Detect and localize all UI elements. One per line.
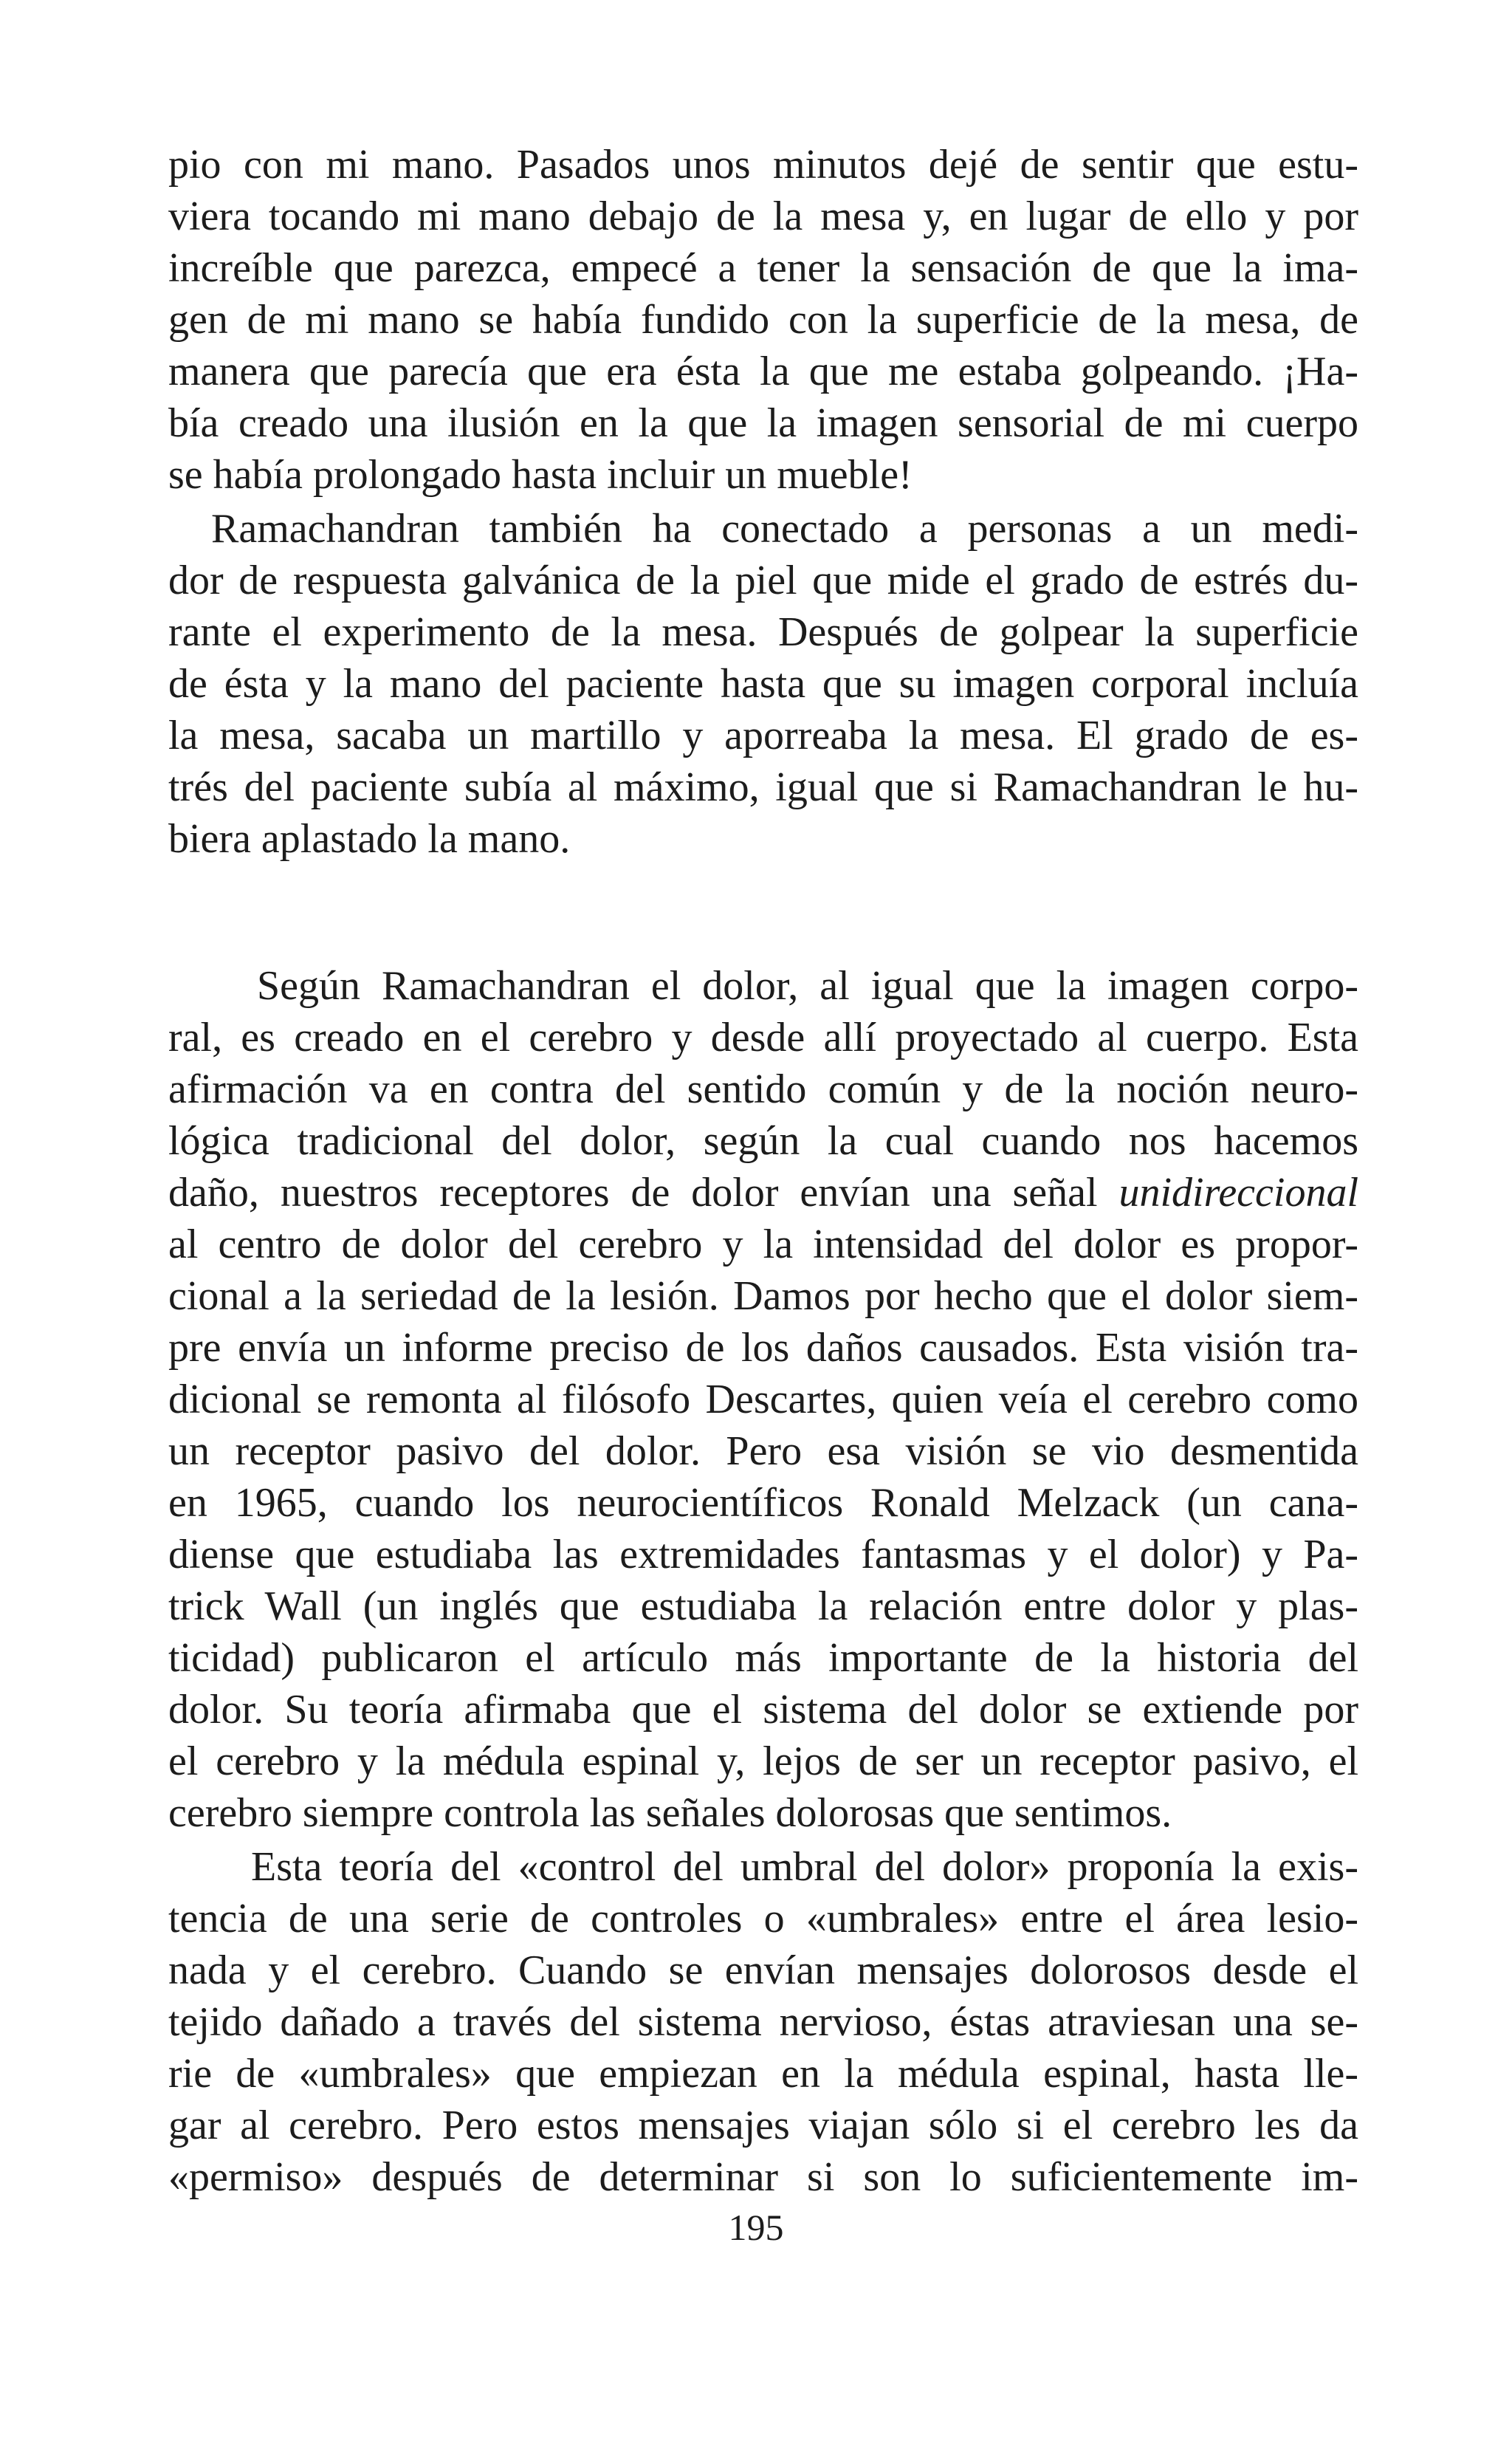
text-line: rante el experimento de la mesa. Después de golpear la superficie xyxy=(168,609,1358,655)
text-line: tejido dañado a través del sistema nervioso, éstas atraviesan una se- xyxy=(168,1999,1358,2045)
text-line: al centro de dolor del cerebro y la intensidad del dolor es propor- xyxy=(168,1221,1358,1267)
text-line: bía creado una ilusión en la que la imagen sensorial de mi cuerpo xyxy=(168,400,1358,446)
text-line: Ramachandran también ha conectado a personas a un medi- xyxy=(211,506,1358,552)
text-line: un receptor pasivo del dolor. Pero esa visión se vio desmentida xyxy=(168,1428,1358,1474)
text-line: rie de «umbrales» que empiezan en la médula espinal, hasta lle- xyxy=(168,2051,1358,2097)
text-line: cional a la seriedad de la lesión. Damos por hecho que el dolor siem- xyxy=(168,1273,1358,1319)
text-line: viera tocando mi mano debajo de la mesa y, en lugar de ello y por xyxy=(168,193,1358,239)
line-text: daño, nuestros receptores de dolor envían una señal xyxy=(168,1170,1119,1216)
text-line: lógica tradicional del dolor, según la cual cuando nos hacemos xyxy=(168,1118,1358,1164)
text-line: Según Ramachandran el dolor, al igual que la imagen corpo- xyxy=(257,963,1358,1009)
text-line: trick Wall (un inglés que estudiaba la relación entre dolor y plas- xyxy=(168,1583,1358,1629)
text-line: pio con mi mano. Pasados unos minutos dejé de sentir que estu- xyxy=(168,142,1358,188)
text-line: dor de respuesta galvánica de la piel que mide el grado de estrés du- xyxy=(168,558,1358,603)
text-line: nada y el cerebro. Cuando se envían mensajes dolorosos desde el xyxy=(168,1947,1358,1993)
text-line: ticidad) publicaron el artículo más importante de la historia del xyxy=(168,1635,1358,1681)
text-line: la mesa, sacaba un martillo y aporreaba la mesa. El grado de es- xyxy=(168,713,1358,758)
text-line xyxy=(168,1167,1358,1219)
text-line: diense que estudiaba las extremidades fantasmas y el dolor) y Pa- xyxy=(168,1532,1358,1577)
text-line: pre envía un informe preciso de los daños causados. Esta visión tra- xyxy=(168,1325,1358,1371)
text-line: tencia de una serie de controles o «umbrales» entre el área lesio- xyxy=(168,1896,1358,1942)
text-line: el cerebro y la médula espinal y, lejos de ser un receptor pasivo, el xyxy=(168,1738,1358,1784)
text-line: increíble que parezca, empecé a tener la sensación de que la ima- xyxy=(168,245,1358,291)
page-number: 195 xyxy=(728,2207,784,2248)
text-line: Esta teoría del «control del umbral del dolor» proponía la exis- xyxy=(251,1844,1358,1890)
italic-term: unidireccional xyxy=(1118,1170,1358,1216)
text-line: de ésta y la mano del paciente hasta que su imagen corporal incluía xyxy=(168,661,1358,707)
text-line: cerebro siempre controla las señales dolorosas que sentimos. xyxy=(168,1790,1172,1836)
text-line: ral, es creado en el cerebro y desde allí proyectado al cuerpo. Esta xyxy=(168,1015,1358,1060)
text-line: biera aplastado la mano. xyxy=(168,816,571,862)
text-line: «permiso» después de determinar si son lo suficientemente im- xyxy=(168,2154,1358,2200)
text-line: dicional se remonta al filósofo Descartes, quien veía el cerebro como xyxy=(168,1377,1358,1422)
text-line: manera que parecía que era ésta la que me estaba golpeando. ¡Ha- xyxy=(168,349,1358,394)
text-line: gar al cerebro. Pero estos mensajes viajan sólo si el cerebro les da xyxy=(168,2103,1358,2148)
text-line: gen de mi mano se había fundido con la superficie de la mesa, de xyxy=(168,297,1358,343)
text-line: trés del paciente subía al máximo, igual que si Ramachandran le hu- xyxy=(168,764,1358,810)
text-line: dolor. Su teoría afirmaba que el sistema del dolor se extiende por xyxy=(168,1687,1358,1733)
text-line: afirmación va en contra del sentido común y de la noción neuro- xyxy=(168,1066,1358,1112)
text-line: en 1965, cuando los neurocientíficos Ronald Melzack (un cana- xyxy=(168,1480,1358,1526)
text-line: se había prolongado hasta incluir un mueble! xyxy=(168,452,913,498)
